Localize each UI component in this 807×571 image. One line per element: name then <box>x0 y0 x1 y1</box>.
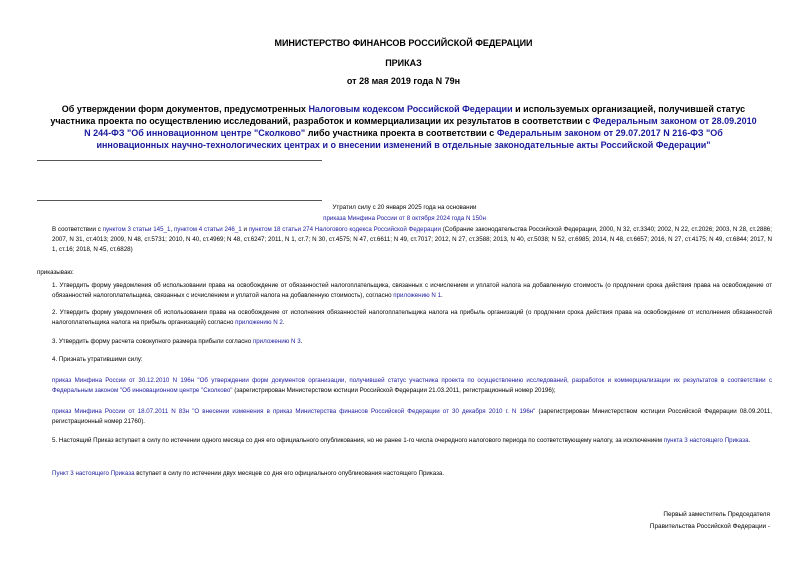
status-note <box>37 203 772 223</box>
link-order-83n[interactable]: приказ Минфина России от 18.07.2011 N 83н "О внесении изменения в приказ Министерства финансов Российской Федерации от 30 декабря 2010 г. N 196н" <box>52 408 536 415</box>
link-order-196n[interactable]: приказ Минфина России от 30.12.2010 N 196н "Об утверждении форм документов организации, получившей статус участника проекта по осуществлению исследований, разработок и коммерциализации их результатов в соответствии с Федеральным законом "Об инновационном центре "Сколково" <box>52 377 772 394</box>
item-2-tail: . <box>282 319 285 326</box>
item-6-text: вступает в силу по истечении двух месяцев со дня его официального опубликования настоящего Приказа. <box>134 470 445 477</box>
preamble-text-2: , <box>170 226 174 233</box>
link-law-216fz[interactable]: Федеральным законом от 29.07.2017 N 216-ФЗ "Об инновационных научно-технологических центрах и о внесении изменений в отдельные законодательные акты Российской Федерации" <box>96 128 723 150</box>
item-2 <box>37 308 772 328</box>
link-appendix-1[interactable]: приложению N 1 <box>393 292 442 299</box>
preamble-paragraph <box>37 225 772 255</box>
link-tax-code[interactable]: Налоговым кодексом Российской Федерации <box>308 104 513 114</box>
item-1-tail: . <box>441 292 443 299</box>
item-6 <box>37 469 772 479</box>
link-art-274[interactable]: пунктом 18 статьи 274 Налогового кодекса Российской Федерации <box>248 226 441 233</box>
item-3-tail: . <box>300 338 303 345</box>
item-1-text: 1. Утвердить форму уведомления об использовании права на освобождение от обязанностей налогоплательщика, связанных с исчислением и уплатой налога на добавленную стоимость (о продлении срока действия права на освобождение от обязанностей налогоплательщика, связанных с исчислением и уплатой налога на добавленную стоимость), согласно <box>52 282 772 299</box>
link-item-3[interactable]: пункта 3 настоящего Приказа <box>663 437 749 444</box>
link-appendix-3[interactable]: приложению N 3 <box>252 338 301 345</box>
link-repealing-order[interactable]: приказа Минфина России от 8 октября 2024 года N 150н <box>323 215 486 222</box>
order-word: приказываю: <box>37 269 74 276</box>
item-4-sub-2 <box>37 407 772 427</box>
link-law-244fz[interactable]: Федеральным законом от 28.09.2010 N 244-ФЗ "Об инновационном центре "Сколково" <box>84 116 757 138</box>
title-text-3: либо участника проекта в соответствии с <box>305 128 497 138</box>
title-text-1: Об утверждении форм документов, предусмотренных <box>61 104 309 114</box>
item-4-sub-2-tail: (зарегистрирован Министерством юстиции Российской Федерации 08.09.2011, регистрационный номер 21760). <box>52 408 773 425</box>
document-type: ПРИКАЗ <box>385 58 422 68</box>
status-note-text: Утратил силу с 20 января 2025 года на основании <box>332 204 477 211</box>
signature-line-1: Первый заместитель Председателя <box>663 511 770 518</box>
item-1 <box>37 281 772 301</box>
title-text-2: и используемых организацией, получившей статус участника проекта по осуществлению исследований, разработок и коммерциализации их результатов в соответствии с <box>50 104 746 126</box>
preamble-text-4: (Собрание законодательства Российской Федерации, 2000, N 32, ст.3340; 2002, N 22, ст.2026; 2003, N 28, ст.2886; 2007, N 31, ст.4013; 2009, N 48, ст.5731; 2010, N 40, ст.4969; N 48, ст.6247; 2011, N 1, ст.7; N 30, ст.4575; N 47, ст.6611; N 49, ст.7017; 2012, N 27, ст.3588; 2013, N 40, ст.5038; N 52, ст.6985; 2014, N 48, ст.6657; 2016, N 27, ст.4175; N 49, ст.6844; 2017, N 1, ст.16; 2018, N 45, ст.6828) <box>52 226 772 253</box>
item-3-text: 3. Утвердить форму расчета совокупного размера прибыли согласно <box>52 338 253 345</box>
link-art-246-1[interactable]: пунктом 4 статьи 246_1 <box>173 226 242 233</box>
item-5 <box>37 436 772 446</box>
item-5-text: 5. Настоящий Приказ вступает в силу по истечении одного месяца со дня его официального опубликования, но не ранее 1-го числа очередного налогового периода по соответствующему налогу, за исключением <box>52 437 664 444</box>
divider-bottom <box>37 200 322 201</box>
item-4: 4. Признать утратившими силу: <box>52 356 143 363</box>
ministry-heading: МИНИСТЕРСТВО ФИНАНСОВ РОССИЙСКОЙ ФЕДЕРАЦИИ <box>274 38 533 48</box>
preamble-text-3: и <box>241 226 249 233</box>
item-4-sub-1-tail: (зарегистрирован Министерством юстиции Российской Федерации 21.03.2011, регистрационный номер 20196); <box>232 387 556 394</box>
item-4-sub-1 <box>37 376 772 396</box>
document-title <box>50 103 757 151</box>
signature-line-2: Правительства Российской Федерации - <box>649 523 770 530</box>
divider-top <box>37 160 322 161</box>
link-art-145-1[interactable]: пунктом 3 статьи 145_1 <box>102 226 171 233</box>
item-5-tail: . <box>748 437 751 444</box>
signature-block <box>650 509 770 533</box>
item-2-text: 2. Утвердить форму уведомления об использовании права на освобождение от исполнения обязанностей налогоплательщика налога на прибыль организаций (о продлении срока действия права на освобождение от исполнения обязанностей налогоплательщика налога на прибыль организаций) согласно <box>52 309 772 326</box>
preamble-text-1: В соответствии с <box>52 226 103 233</box>
item-3 <box>37 337 772 347</box>
link-appendix-2[interactable]: приложению N 2 <box>235 319 283 326</box>
document-date-number: от 28 мая 2019 года N 79н <box>346 76 461 86</box>
link-item-3-effective[interactable]: Пункт 3 настоящего Приказа <box>52 470 135 477</box>
